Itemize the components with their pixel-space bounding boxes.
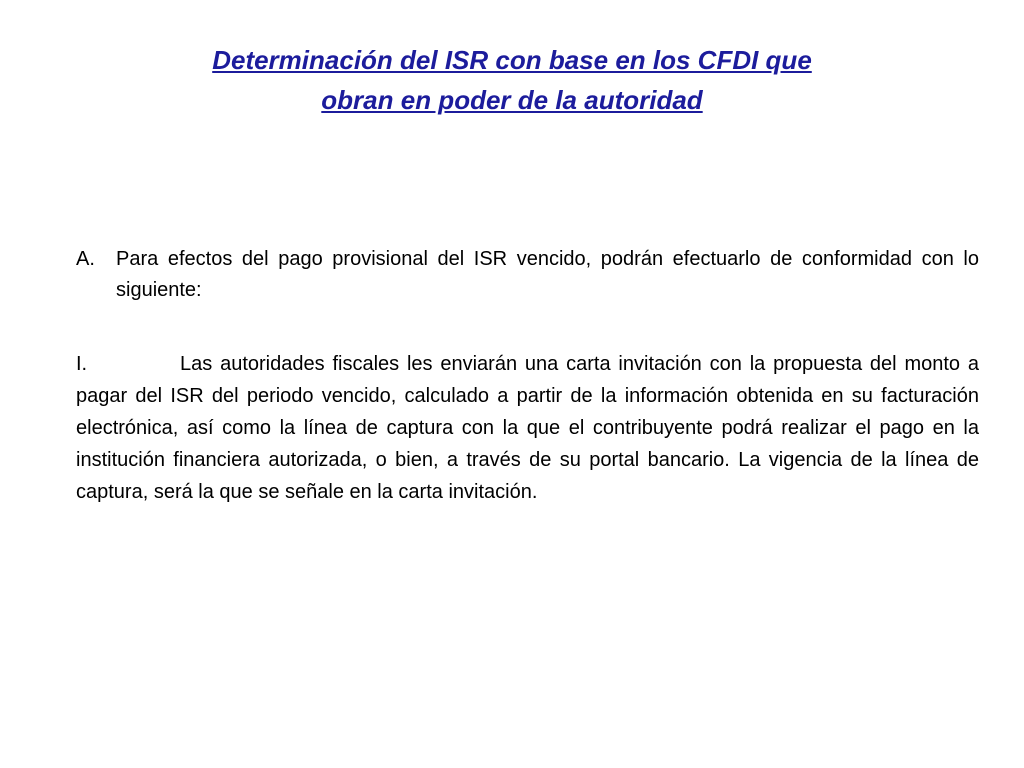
list-marker-i: I. [76,353,88,375]
list-item-i [76,348,979,508]
list-item-a [76,244,979,306]
slide-title [70,40,954,120]
list-item-i-text: Las autoridades fiscales les enviarán una carta invitación con la propuesta del monto a pagar del ISR del periodo vencido, calculado a partir de la información obtenida en su facturación electrónica, así como la línea de captura con la que el contribuyente podrá realizar el pago en la institución financiera autorizada, o bien, a través de su portal bancario. La vigencia de la línea de captura, será la que se señale en la carta invitación. [76,353,979,503]
list-marker-a: A. [76,248,95,270]
slide-title-line-2: obran en poder de la autoridad [321,85,703,115]
slide-title-line-1: Determinación del ISR con base en los CFDI que [212,45,812,75]
list-item-a-text: Para efectos del pago provisional del ISR vencido, podrán efectuarlo de conformidad con lo siguiente: [116,248,979,301]
